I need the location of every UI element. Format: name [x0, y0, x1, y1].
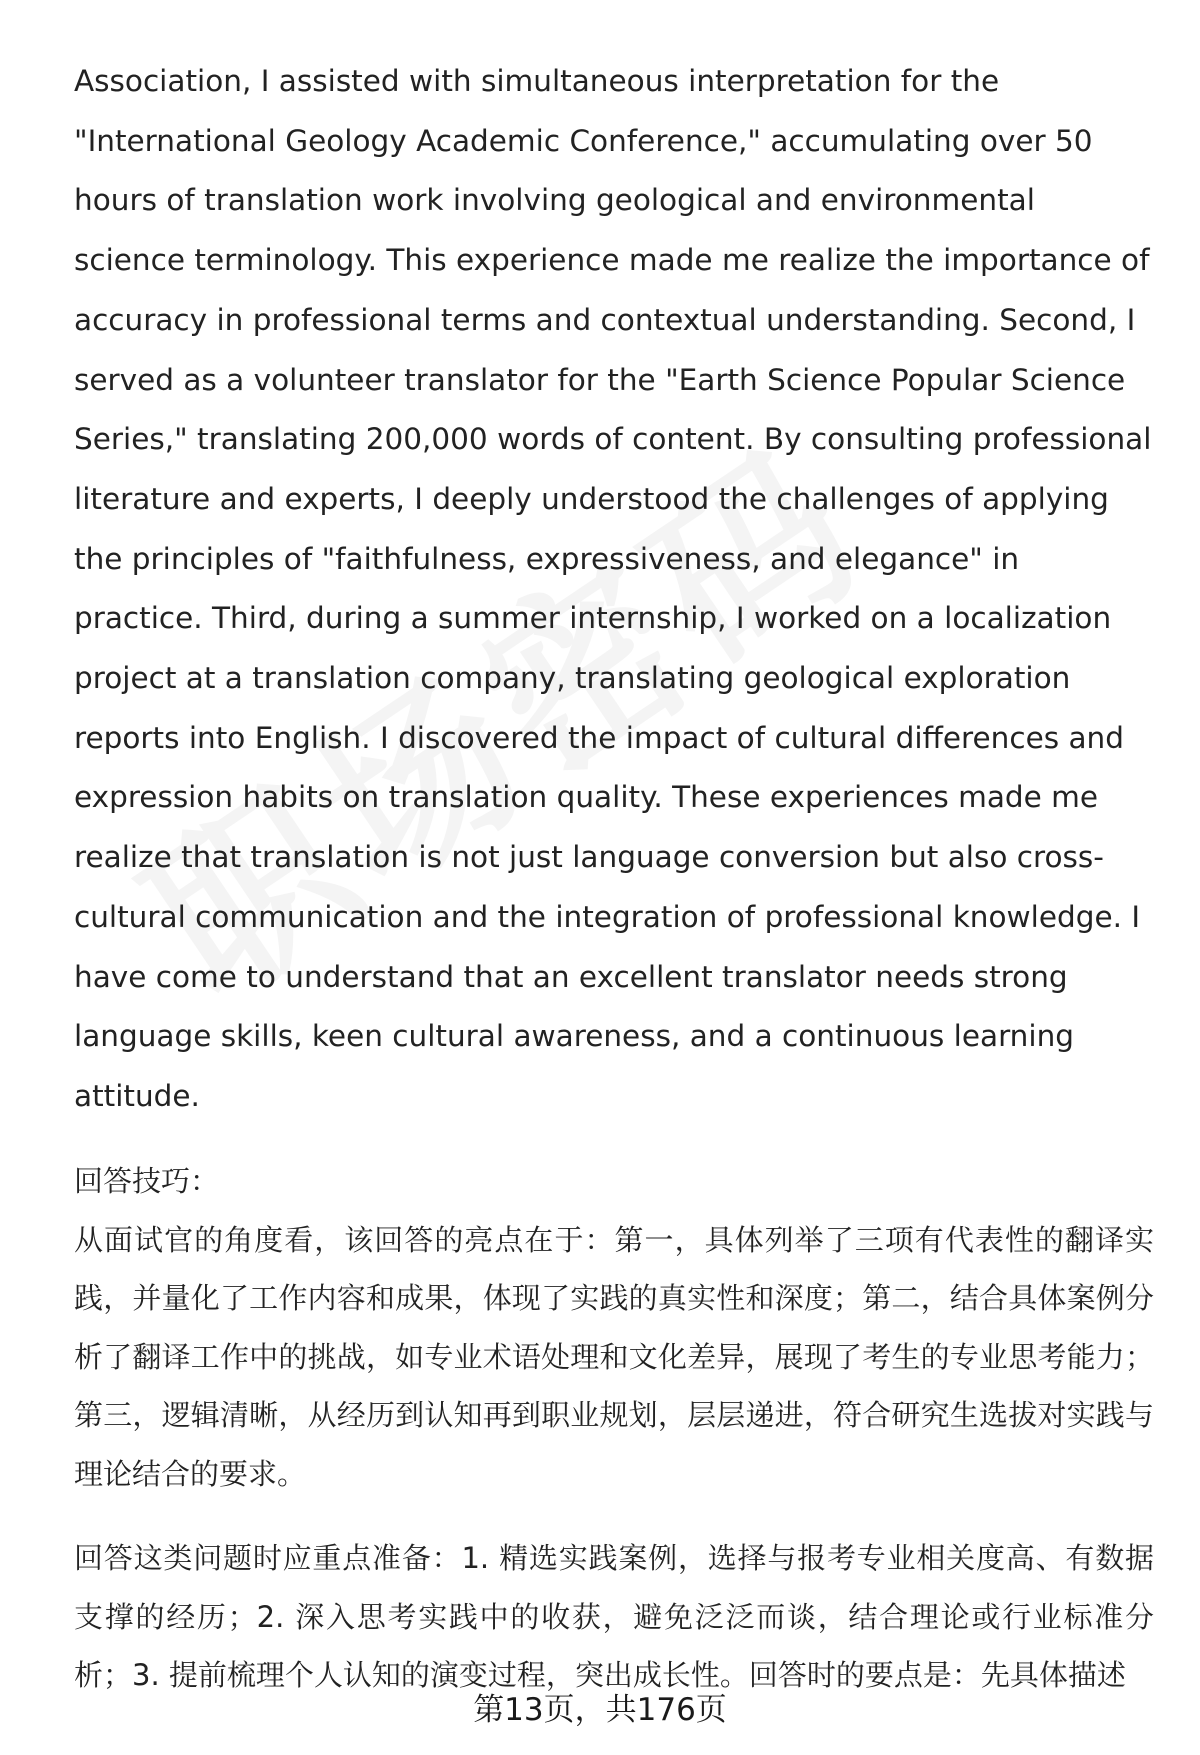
page-number-footer: 第13页，共176页	[473, 1692, 727, 1728]
tips-paragraph-1: 从面试官的角度看，该回答的亮点在于：第一，具体列举了三项有代表性的翻译实践，并量化了工作内容和成果，体现了实践的真实性和深度；第二，结合具体案例分析了翻译工作中的挑战，如专业术语处理和文化差异，展现了考生的专业思考能力；第三，逻辑清晰，从经历到认知再到职业规划，层层递进，符合研究生选拔对实践与理论结合的要求。	[74, 1222, 1154, 1491]
english-answer-paragraph: Association, I assisted with simultaneous interpretation for the "International Geology Academic Conference," accumulating over 50 hours of translation work involving geological and environmental science terminology. This experience made me realize the importance of accuracy in professional terms and contextual understanding. Second, I served as a volunteer translator for the "Earth Science Popular Science Series," translating 200,000 words of content. By consulting professional literature and experts, I deeply understood the challenges of applying the principles of "faithfulness, expressiveness, and elegance" in practice. Third, during a summer internship, I worked on a localization project at a translation company, translating geological exploration reports into English. I discovered the impact of cultural differences and expression habits on translation quality. These experiences made me realize that translation is not just language conversion but also cross-cultural communication and the integration of professional knowledge. I have come to understand that an excellent translator needs strong language skills, keen cultural awareness, and a continuous learning attitude.	[74, 64, 1152, 1113]
tips-paragraph-2: 回答这类问题时应重点准备：1. 精选实践案例，选择与报考专业相关度高、有数据支撑的经历；2. 深入思考实践中的收获，避免泛泛而谈，结合理论或行业标准分析；3. 提前梳理个人认知的演变过程，突出成长性。回答时的要点是：先具体描述	[74, 1541, 1154, 1693]
tips-heading: 回答技巧：	[74, 1163, 220, 1198]
page-content	[74, 52, 1154, 1734]
